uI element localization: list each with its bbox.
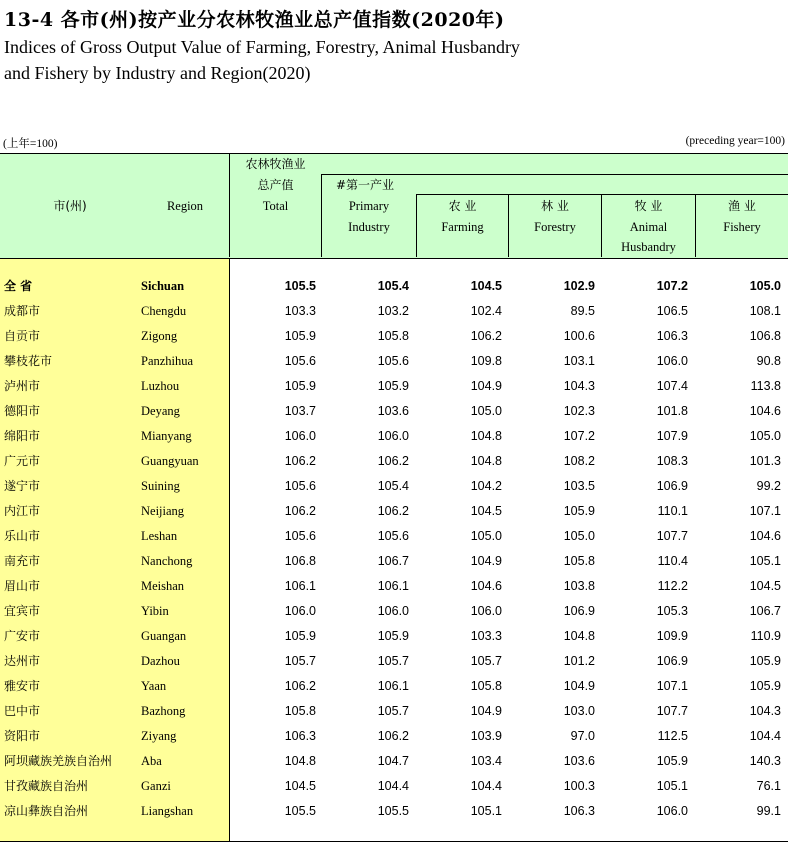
header-fishery-cn: 渔 业 <box>728 199 756 213</box>
cell-primary: 105.6 <box>377 529 409 543</box>
table-row <box>0 274 788 299</box>
cell-animal: 110.4 <box>657 554 688 568</box>
region-name-english: Panzhihua <box>141 354 194 368</box>
cell-total: 105.9 <box>284 629 316 643</box>
region-name-chinese: 全 省 <box>4 279 33 293</box>
cell-total: 106.0 <box>284 604 316 618</box>
cell-forestry: 103.5 <box>563 479 595 493</box>
table-row <box>0 699 788 724</box>
cell-primary: 106.7 <box>377 554 409 568</box>
cell-forestry: 103.0 <box>563 704 595 718</box>
cell-farming: 104.4 <box>470 779 502 793</box>
region-name-english: Zigong <box>141 329 178 343</box>
cell-forestry: 105.0 <box>563 529 595 543</box>
table-row <box>0 524 788 549</box>
cell-forestry: 103.6 <box>563 754 595 768</box>
cell-animal: 107.1 <box>656 679 688 693</box>
cell-total: 106.2 <box>284 454 316 468</box>
header-primary-en-2: Industry <box>348 220 390 234</box>
region-name-english: Mianyang <box>141 429 192 443</box>
cell-total: 105.5 <box>284 804 316 818</box>
region-name-english: Meishan <box>141 579 185 593</box>
cell-farming: 104.9 <box>470 704 502 718</box>
cell-animal: 107.4 <box>656 379 688 393</box>
header-forestry-cn: 林 业 <box>541 199 569 213</box>
cell-animal: 105.1 <box>656 779 688 793</box>
header-total-cn-2: 总产值 <box>257 178 294 192</box>
region-name-chinese: 自贡市 <box>4 329 41 343</box>
table-bottom-border <box>0 841 788 842</box>
cell-animal: 107.9 <box>656 429 688 443</box>
region-name-chinese: 攀枝花市 <box>4 354 53 368</box>
region-name-chinese: 巴中市 <box>4 704 41 718</box>
table-row <box>0 449 788 474</box>
header-animal-en-1: Animal <box>629 220 668 234</box>
region-name-chinese: 阿坝藏族羌族自治州 <box>4 754 113 768</box>
cell-primary: 106.2 <box>377 454 409 468</box>
table-row <box>0 574 788 599</box>
table-row <box>0 724 788 749</box>
cell-primary: 105.8 <box>377 329 409 343</box>
region-name-english: Guangan <box>141 629 187 643</box>
cell-total: 105.6 <box>284 479 316 493</box>
cell-primary: 104.7 <box>377 754 409 768</box>
region-name-english: Nanchong <box>141 554 193 568</box>
region-name-chinese: 南充市 <box>4 554 41 568</box>
cell-forestry: 104.9 <box>563 679 595 693</box>
cell-farming: 105.1 <box>470 804 502 818</box>
cell-total: 105.5 <box>284 279 316 293</box>
cell-forestry: 108.2 <box>563 454 595 468</box>
cell-primary: 105.5 <box>377 804 409 818</box>
header-forestry-en: Forestry <box>534 220 576 234</box>
table-row <box>0 674 788 699</box>
table-row <box>0 499 788 524</box>
cell-farming: 104.2 <box>470 479 502 493</box>
cell-farming: 104.8 <box>470 429 502 443</box>
cell-total: 104.5 <box>284 779 316 793</box>
cell-fishery: 99.2 <box>756 479 781 493</box>
header-region: Region <box>166 199 204 213</box>
region-name-chinese: 内江市 <box>4 504 41 518</box>
header-fishery-en: Fishery <box>723 220 761 234</box>
cell-animal: 107.2 <box>656 279 688 293</box>
table-row <box>0 374 788 399</box>
base-note-chinese: (上年=100) <box>3 138 58 150</box>
cell-animal: 106.0 <box>656 804 688 818</box>
cell-fishery: 105.0 <box>749 279 781 293</box>
cell-fishery: 76.1 <box>756 779 781 793</box>
region-name-english: Neijiang <box>141 504 185 518</box>
cell-total: 105.6 <box>284 354 316 368</box>
cell-primary: 105.6 <box>377 354 409 368</box>
table-row <box>0 349 788 374</box>
region-name-english: Ziyang <box>141 729 177 743</box>
region-name-english: Deyang <box>141 404 180 418</box>
table-row <box>0 549 788 574</box>
table-row <box>0 599 788 624</box>
cell-farming: 104.9 <box>470 379 502 393</box>
cell-farming: 104.9 <box>470 554 502 568</box>
header-total-en: Total <box>262 199 289 213</box>
table-header <box>0 153 788 259</box>
cell-forestry: 100.6 <box>563 329 595 343</box>
cell-forestry: 107.2 <box>563 429 595 443</box>
cell-farming: 103.4 <box>470 754 502 768</box>
header-farming-cn: 农 业 <box>448 199 477 213</box>
cell-forestry: 103.8 <box>563 579 595 593</box>
cell-primary: 105.7 <box>377 654 409 668</box>
region-name-chinese: 雅安市 <box>4 679 41 693</box>
cell-total: 106.2 <box>284 679 316 693</box>
table-row <box>0 474 788 499</box>
cell-fishery: 105.9 <box>749 654 781 668</box>
cell-fishery: 99.1 <box>756 804 781 818</box>
region-name-english: Yibin <box>141 604 169 618</box>
region-name-english: Aba <box>141 754 162 768</box>
header-city: 市(州) <box>53 199 87 213</box>
table-title-english-line2: and Fishery by Industry and Region(2020) <box>4 63 311 83</box>
cell-farming: 104.5 <box>470 279 502 293</box>
cell-fishery: 104.6 <box>749 404 781 418</box>
cell-animal: 107.7 <box>656 529 688 543</box>
cell-animal: 101.8 <box>656 404 688 418</box>
header-animal-en-2: Husbandry <box>621 240 676 254</box>
cell-forestry: 105.8 <box>563 554 595 568</box>
cell-animal: 106.9 <box>656 654 688 668</box>
cell-total: 105.7 <box>284 654 316 668</box>
table-row <box>0 399 788 424</box>
region-name-chinese: 眉山市 <box>4 579 41 593</box>
cell-primary: 106.2 <box>377 729 409 743</box>
cell-animal: 106.0 <box>656 354 688 368</box>
cell-farming: 104.8 <box>470 454 502 468</box>
cell-fishery: 105.1 <box>749 554 781 568</box>
cell-total: 106.1 <box>284 579 316 593</box>
region-name-chinese: 遂宁市 <box>4 479 41 493</box>
cell-fishery: 105.9 <box>749 679 781 693</box>
cell-forestry: 106.3 <box>563 804 595 818</box>
table-row <box>0 624 788 649</box>
cell-forestry: 97.0 <box>570 729 595 743</box>
region-name-chinese: 泸州市 <box>4 379 41 393</box>
cell-primary: 105.9 <box>377 629 409 643</box>
header-animal-cn: 牧 业 <box>634 199 663 213</box>
cell-primary: 106.1 <box>377 579 409 593</box>
table-row <box>0 324 788 349</box>
cell-total: 105.9 <box>284 329 316 343</box>
cell-fishery: 105.0 <box>749 429 781 443</box>
region-name-english: Yaan <box>141 679 167 693</box>
table-row <box>0 774 788 799</box>
table-row <box>0 424 788 449</box>
table-title-chinese: 13-4 各市(州)按产业分农林牧渔业总产值指数(2020年) <box>4 9 505 31</box>
region-name-chinese: 宜宾市 <box>4 604 41 618</box>
cell-farming: 104.5 <box>470 504 502 518</box>
table-row <box>0 299 788 324</box>
cell-total: 106.3 <box>284 729 316 743</box>
region-name-english: Dazhou <box>141 654 180 668</box>
region-name-english: Ganzi <box>141 779 171 793</box>
cell-forestry: 106.9 <box>563 604 595 618</box>
cell-primary: 105.9 <box>377 379 409 393</box>
cell-animal: 107.7 <box>656 704 688 718</box>
cell-forestry: 100.3 <box>563 779 595 793</box>
cell-farming: 105.7 <box>470 654 502 668</box>
cell-total: 105.8 <box>284 704 316 718</box>
region-name-english: Luzhou <box>141 379 180 393</box>
table-row <box>0 749 788 774</box>
region-name-chinese: 乐山市 <box>4 529 41 543</box>
cell-fishery: 101.3 <box>749 454 781 468</box>
cell-fishery: 108.1 <box>749 304 781 318</box>
cell-forestry: 102.3 <box>563 404 595 418</box>
cell-total: 105.9 <box>284 379 316 393</box>
cell-farming: 109.8 <box>470 354 502 368</box>
cell-animal: 105.9 <box>656 754 688 768</box>
cell-total: 104.8 <box>284 754 316 768</box>
cell-fishery: 106.7 <box>749 604 781 618</box>
region-name-english: Liangshan <box>141 804 194 818</box>
cell-primary: 105.7 <box>377 704 409 718</box>
cell-total: 106.8 <box>284 554 316 568</box>
cell-total: 105.6 <box>284 529 316 543</box>
cell-primary: 106.0 <box>377 604 409 618</box>
cell-fishery: 104.4 <box>749 729 781 743</box>
cell-primary: 103.2 <box>377 304 409 318</box>
cell-total: 106.0 <box>284 429 316 443</box>
cell-animal: 112.2 <box>657 579 688 593</box>
cell-forestry: 104.8 <box>563 629 595 643</box>
cell-total: 103.3 <box>284 304 316 318</box>
cell-primary: 104.4 <box>377 779 409 793</box>
header-total-cn-1: 农林牧渔业 <box>245 157 306 171</box>
region-name-chinese: 凉山彝族自治州 <box>4 804 89 818</box>
region-name-english: Chengdu <box>141 304 187 318</box>
cell-forestry: 105.9 <box>563 504 595 518</box>
cell-farming: 103.9 <box>470 729 502 743</box>
region-name-chinese: 德阳市 <box>4 404 41 418</box>
cell-farming: 105.0 <box>470 404 502 418</box>
table-row <box>0 799 788 824</box>
cell-animal: 106.3 <box>656 329 688 343</box>
region-name-english: Sichuan <box>141 279 185 293</box>
cell-fishery: 113.8 <box>750 379 781 393</box>
cell-farming: 103.3 <box>470 629 502 643</box>
region-name-english: Suining <box>141 479 180 493</box>
region-name-chinese: 成都市 <box>4 304 41 318</box>
cell-primary: 106.0 <box>377 429 409 443</box>
cell-primary: 106.1 <box>377 679 409 693</box>
region-name-english: Leshan <box>141 529 178 543</box>
cell-total: 106.2 <box>284 504 316 518</box>
cell-total: 103.7 <box>284 404 316 418</box>
cell-animal: 112.5 <box>657 729 688 743</box>
cell-farming: 104.6 <box>470 579 502 593</box>
cell-fishery: 104.5 <box>749 579 781 593</box>
cell-fishery: 90.8 <box>756 354 781 368</box>
cell-animal: 106.9 <box>656 479 688 493</box>
cell-animal: 108.3 <box>656 454 688 468</box>
region-name-english: Guangyuan <box>141 454 199 468</box>
cell-fishery: 140.3 <box>749 754 781 768</box>
cell-animal: 105.3 <box>656 604 688 618</box>
cell-farming: 105.0 <box>470 529 502 543</box>
cell-primary: 105.4 <box>377 279 409 293</box>
cell-animal: 110.1 <box>657 504 688 518</box>
cell-forestry: 101.2 <box>563 654 595 668</box>
cell-forestry: 103.1 <box>563 354 595 368</box>
header-primary-group: #第一产业 <box>336 178 395 192</box>
table-title-english-line1: Indices of Gross Output Value of Farming, Forestry, Animal Husbandry <box>4 37 520 57</box>
cell-primary: 106.2 <box>377 504 409 518</box>
region-name-chinese: 广元市 <box>4 454 41 468</box>
cell-fishery: 104.6 <box>749 529 781 543</box>
table-row <box>0 649 788 674</box>
cell-farming: 106.0 <box>470 604 502 618</box>
cell-forestry: 102.9 <box>563 279 595 293</box>
region-name-chinese: 绵阳市 <box>4 429 41 443</box>
cell-fishery: 106.8 <box>749 329 781 343</box>
cell-animal: 106.5 <box>656 304 688 318</box>
cell-fishery: 104.3 <box>749 704 781 718</box>
cell-farming: 106.2 <box>470 329 502 343</box>
cell-fishery: 110.9 <box>750 629 781 643</box>
region-name-english: Bazhong <box>141 704 186 718</box>
region-name-chinese: 资阳市 <box>4 729 41 743</box>
cell-forestry: 89.5 <box>570 304 595 318</box>
cell-fishery: 107.1 <box>749 504 781 518</box>
header-primary-en-1: Primary <box>348 199 390 213</box>
cell-farming: 105.8 <box>470 679 502 693</box>
region-name-chinese: 甘孜藏族自治州 <box>4 779 89 793</box>
cell-farming: 102.4 <box>470 304 502 318</box>
base-note-english: (preceding year=100) <box>685 135 785 147</box>
cell-forestry: 104.3 <box>563 379 595 393</box>
cell-animal: 109.9 <box>656 629 688 643</box>
cell-primary: 105.4 <box>377 479 409 493</box>
header-farming-en: Farming <box>441 220 484 234</box>
cell-primary: 103.6 <box>377 404 409 418</box>
region-name-chinese: 达州市 <box>4 654 41 668</box>
region-name-chinese: 广安市 <box>4 629 41 643</box>
